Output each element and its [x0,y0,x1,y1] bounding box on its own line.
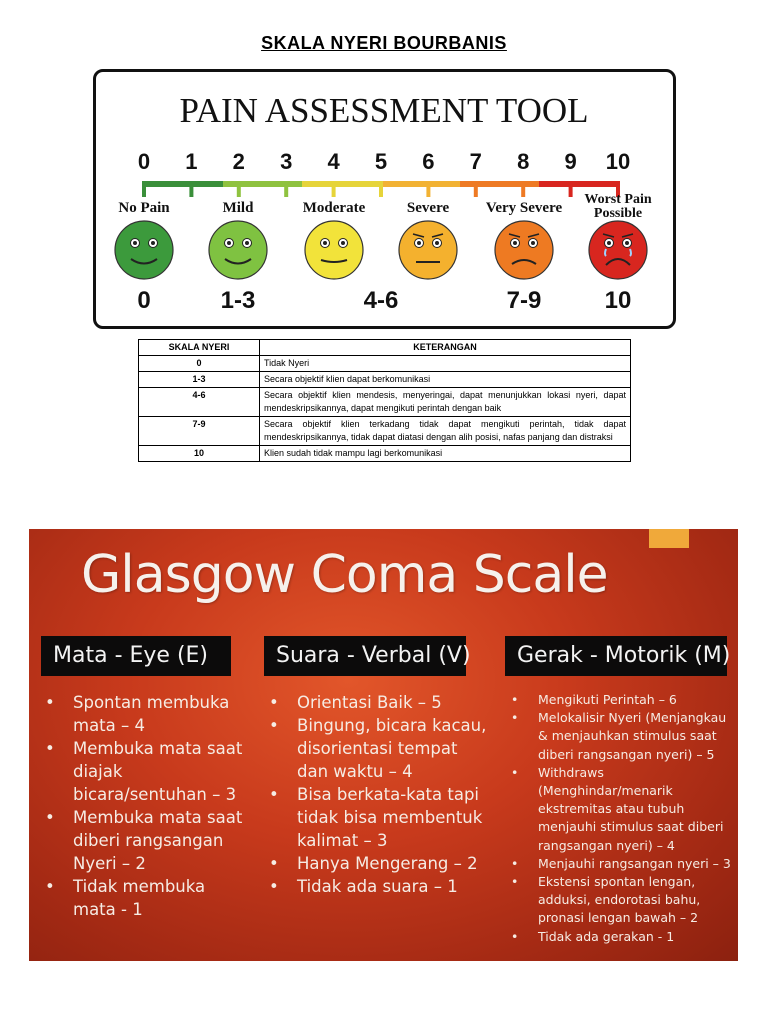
bar-tick [284,181,288,197]
face-pupil [417,241,421,245]
range-label: 0 [137,287,151,314]
face-circle [209,221,267,279]
pain-face [399,200,457,279]
scale-cell: 10 [139,446,260,462]
list-item: • Ekstensi spontan lengan, adduksi, endorotasi bahu, pronasi lengan bawah – 2 [507,873,735,928]
face-pupil [323,241,327,245]
table-header-row [139,340,631,356]
face-pupil [607,241,611,245]
bar-segment [223,181,303,187]
face-circle [399,221,457,279]
bar-tick [379,181,383,197]
face-pupil [227,241,231,245]
bar-tick [474,181,478,197]
verbal-header: Suara - Verbal (V) [264,636,466,676]
faces-row [115,192,652,279]
table-row [139,388,631,417]
document-title: SKALA NYERI BOURBANIS [261,33,507,53]
list-item: • Spontan membuka mata – 4 [43,691,243,737]
gcs-title: Glasgow Coma Scale [81,545,608,605]
range-label: 10 [604,287,632,314]
motor-list [507,691,735,946]
scale-numbers [138,149,630,174]
bar-tick [569,181,573,197]
face-pupil [531,241,535,245]
bar-segment [539,181,619,187]
face-label: Worst Pain [584,192,652,207]
bar-segment [460,181,540,187]
pain-face [209,200,267,279]
face-label: Moderate [302,200,366,216]
list-item: • Hanya Mengerang – 2 [267,852,487,875]
bar-tick [189,181,193,197]
list-item: • Membuka mata saat diajak bicara/sentuhan – 3 [43,737,243,806]
range-label: 7-9 [506,287,542,314]
face-pupil [513,241,517,245]
list-item: • Melokalisir Nyeri (Menjangkau & menjauhkan stimulus saat diberi rangsangan nyeri) – 5 [507,709,735,764]
table-row [139,446,631,462]
face-pupil [625,241,629,245]
header-skala-nyeri: SKALA NYERI [139,340,260,356]
list-item: • Bisa berkata-kata tapi tidak bisa membentuk kalimat – 3 [267,783,487,852]
desc-cell: Secara objektif klien terkadang tidak dapat mengikuti perintah, tidak dapat mendeskripsikannya, tidak dapat diatasi dengan alih posisi, nafas panjang dan distraksi [260,417,631,446]
scale-number: 4 [327,149,340,174]
bar-tick [237,181,241,197]
list-item: • Orientasi Baik – 5 [267,691,487,714]
eye-list [43,691,243,921]
pain-tool-title: PAIN ASSESSMENT TOOL [179,91,589,130]
bar-segment [144,181,224,187]
eye-header: Mata - Eye (E) [41,636,231,676]
scale-bar [142,181,620,197]
list-item: • Withdraws (Menghindar/menarik ekstremitas atau tubuh menjauhi stimulus saat diberi rangsangan nyeri) – 4 [507,764,735,855]
bar-tick [521,181,525,197]
list-item: • Mengikuti Perintah – 6 [507,691,735,709]
pain-face [115,200,173,279]
list-item: • Bingung, bicara kacau, disorientasi tempat dan waktu – 4 [267,714,487,783]
face-pupil [133,241,137,245]
face-label: Possible [593,206,643,221]
desc-cell: Klien sudah tidak mampu lagi berkomunikasi [260,446,631,462]
table-row [139,356,631,372]
face-label: Mild [222,200,254,216]
range-labels [137,287,631,314]
scale-number: 8 [517,149,530,174]
scale-number: 6 [422,149,435,174]
bar-segment [381,181,461,187]
pain-assessment-graphic [96,72,673,326]
list-item: • Tidak ada suara – 1 [267,875,487,898]
scale-cell: 4-6 [139,388,260,417]
range-label: 1-3 [220,287,256,314]
face-circle [305,221,363,279]
pain-assessment-card [93,69,676,329]
scale-number: 7 [469,149,482,174]
scale-number: 10 [605,149,631,174]
face-pupil [151,241,155,245]
face-circle [589,221,647,279]
table-row [139,417,631,446]
face-circle [495,221,553,279]
scale-number: 1 [185,149,198,174]
list-item: • Tidak membuka mata - 1 [43,875,243,921]
face-pupil [435,241,439,245]
verbal-list [267,691,487,898]
motor-header: Gerak - Motorik (M) [505,636,727,676]
scale-number: 0 [137,149,151,174]
scale-number: 2 [232,149,245,174]
bar-tick [332,181,336,197]
desc-cell: Tidak Nyeri [260,356,631,372]
face-label: Severe [406,200,450,216]
face-label: No Pain [118,200,170,216]
bar-tick [426,181,430,197]
desc-cell: Secara objektif klien dapat berkomunikasi [260,372,631,388]
scale-number: 9 [564,149,577,174]
list-item: • Menjauhi rangsangan nyeri – 3 [507,855,735,873]
scale-cell: 7-9 [139,417,260,446]
range-label: 4-6 [363,287,399,314]
pain-face [486,200,563,279]
table-row [139,372,631,388]
face-pupil [341,241,345,245]
bar-segment [302,181,382,187]
desc-cell: Secara objektif klien mendesis, menyeringai, dapat menunjukkan lokasi nyeri, dapat mendeskripsikannya, dapat mengikuti perintah dengan baik [260,388,631,417]
bar-tick [142,181,146,197]
scale-number: 5 [374,149,388,174]
pain-face [584,192,651,279]
gcs-slide [29,529,738,961]
face-pupil [245,241,249,245]
list-item: • Membuka mata saat diberi rangsangan Nyeri – 2 [43,806,243,875]
scale-cell: 0 [139,356,260,372]
scale-cell: 1-3 [139,372,260,388]
pain-scale-table [138,339,631,462]
face-circle [115,221,173,279]
list-item: • Tidak ada gerakan - 1 [507,928,735,946]
face-label: Very Severe [485,200,563,216]
header-keterangan: KETERANGAN [260,340,631,356]
scale-number: 3 [280,149,293,174]
pain-face [303,200,366,279]
